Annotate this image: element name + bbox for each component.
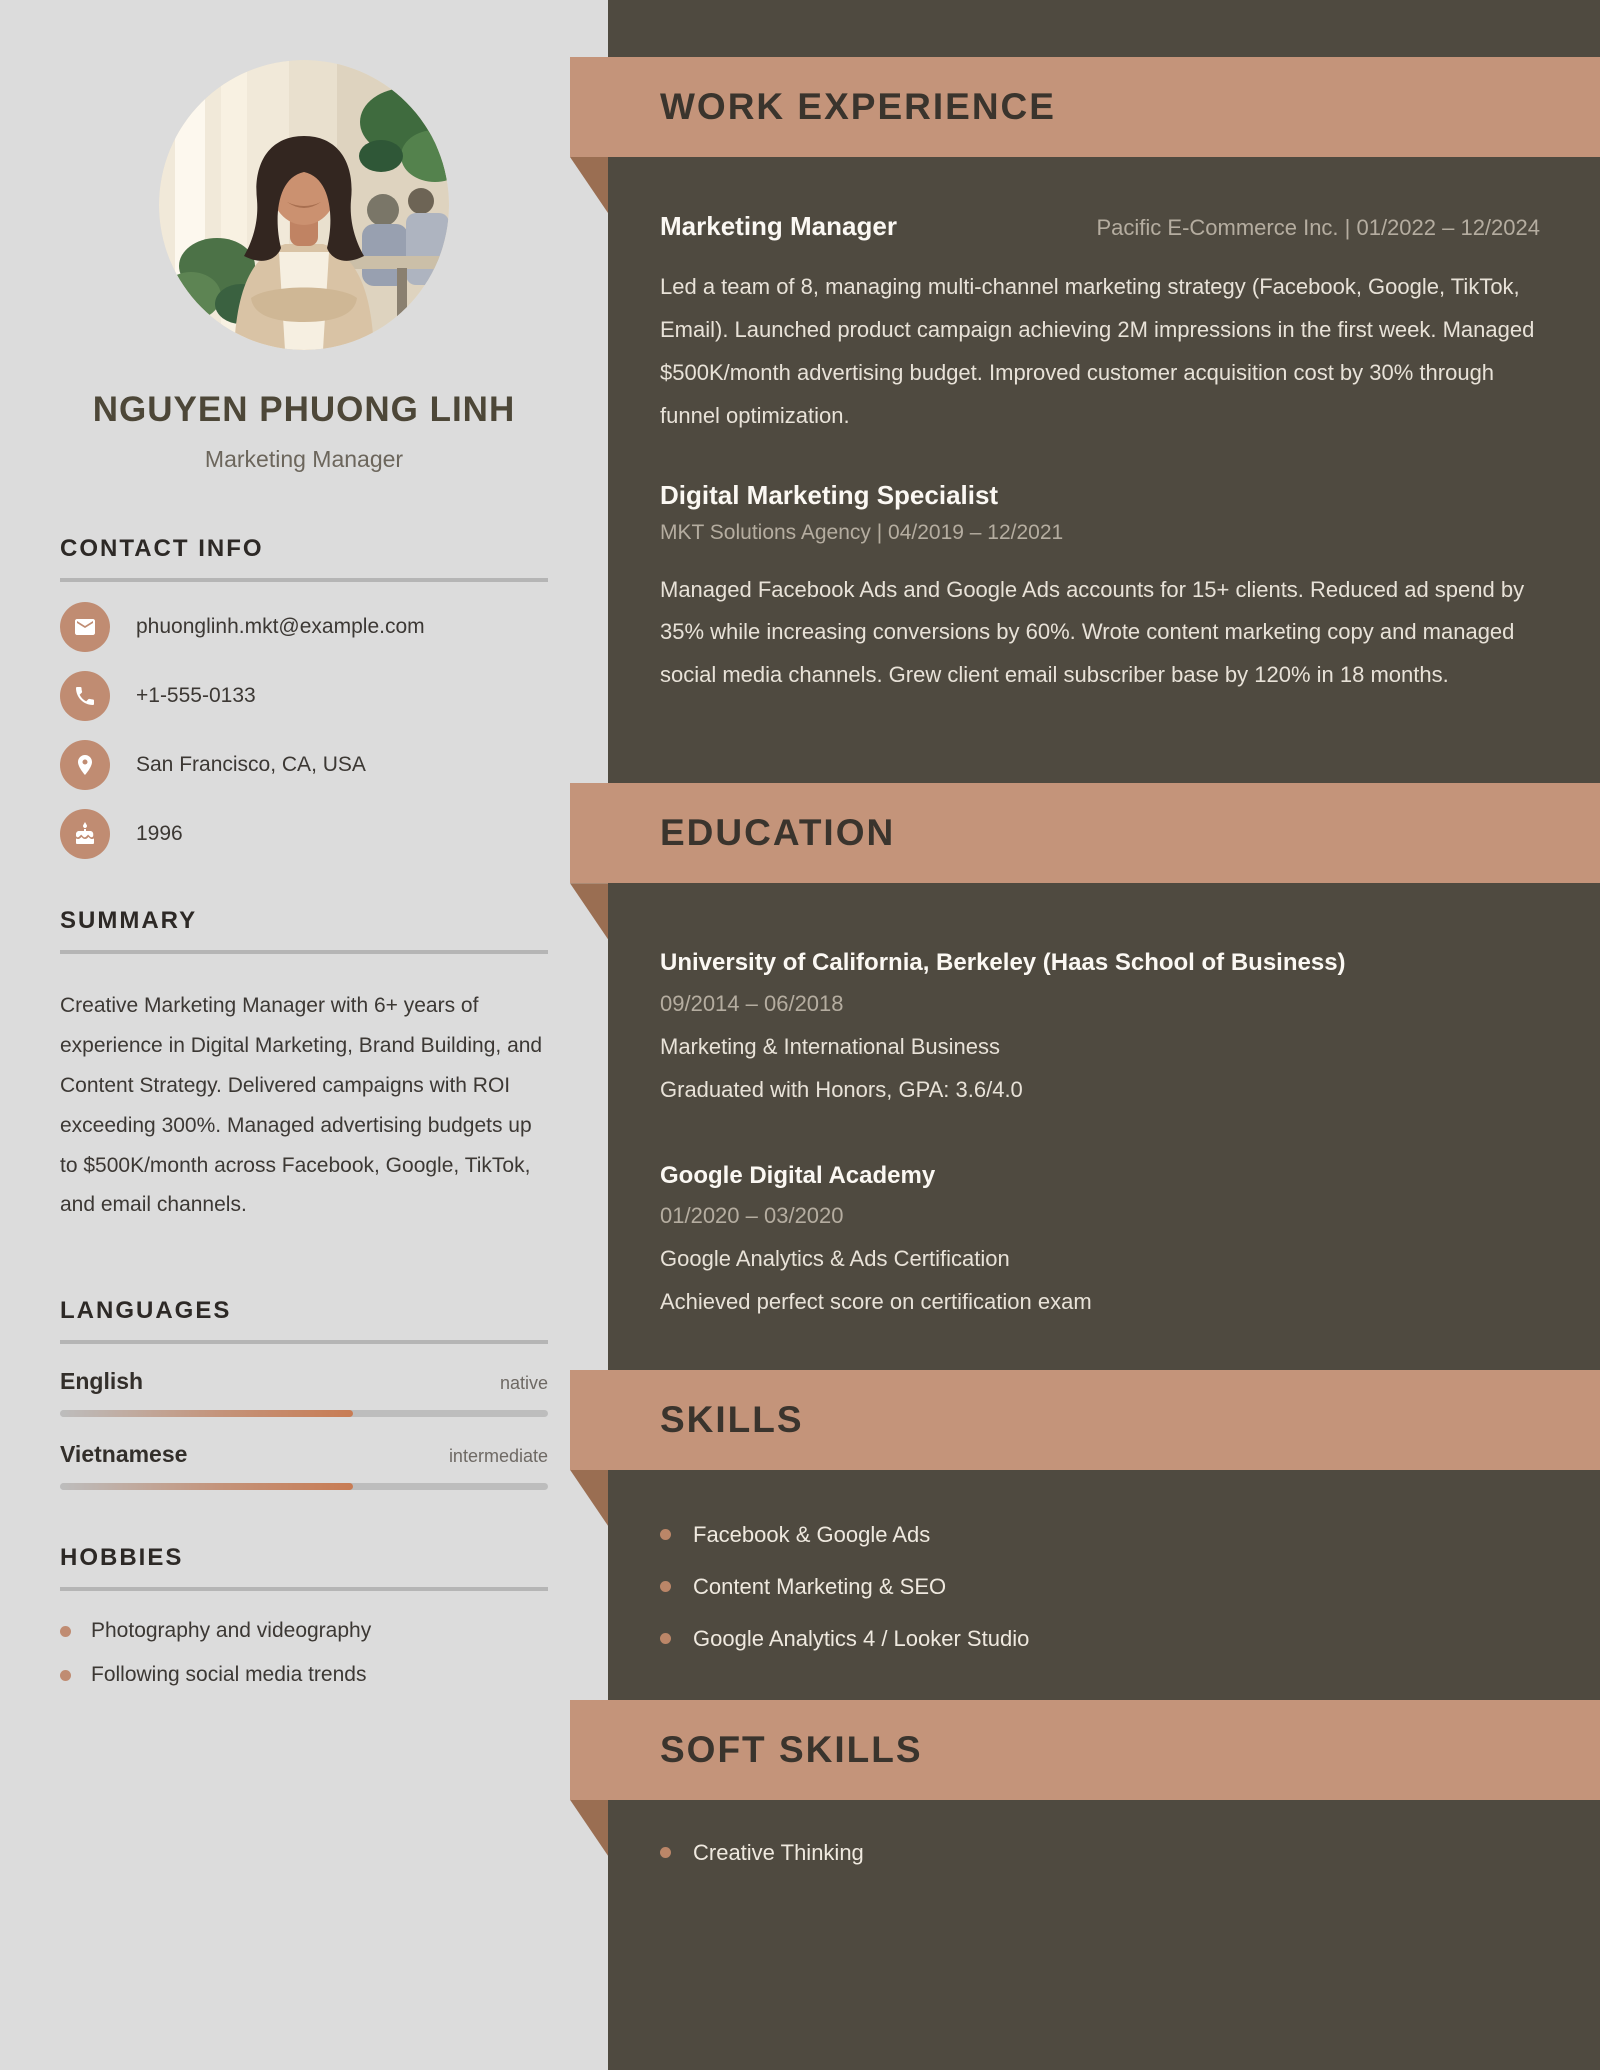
birthday-icon xyxy=(60,809,110,859)
bullet-dot-icon xyxy=(60,1626,71,1637)
skills-ribbon xyxy=(570,1370,1600,1470)
soft-skill-list xyxy=(660,1840,1540,1866)
language-progress-track xyxy=(60,1483,548,1490)
list-item xyxy=(60,1663,548,1687)
language-item xyxy=(60,1368,548,1417)
language-level: intermediate xyxy=(448,1446,548,1467)
left-sidebar xyxy=(0,0,608,2070)
school-name: Google Digital Academy xyxy=(660,1161,936,1189)
language-item xyxy=(60,1441,548,1490)
contact-row-phone xyxy=(60,671,548,721)
divider xyxy=(60,1587,548,1591)
profile-photo-illustration xyxy=(159,60,449,350)
hobbies-heading: HOBBIES xyxy=(60,1544,184,1572)
work-experience-ribbon xyxy=(570,57,1600,157)
education-heading: EDUCATION xyxy=(660,812,896,854)
school-major: Google Analytics & Ads Certification xyxy=(660,1245,1010,1271)
language-level: native xyxy=(499,1373,548,1394)
hobby-list xyxy=(60,1619,548,1687)
list-item xyxy=(660,1840,1540,1866)
education-entry xyxy=(660,943,1540,1111)
language-progress-fill xyxy=(60,1483,353,1490)
languages-heading: LANGUAGES xyxy=(60,1297,232,1325)
bullet-dot-icon xyxy=(660,1633,671,1644)
contact-list xyxy=(60,602,548,859)
school-period: 09/2014 – 06/2018 xyxy=(660,990,844,1016)
job-title: Digital Marketing Specialist xyxy=(660,479,999,510)
list-item xyxy=(660,1626,1540,1652)
bullet-dot-icon xyxy=(660,1529,671,1540)
job-entry xyxy=(660,480,1540,698)
person-name: NGUYEN PHUONG LINH xyxy=(92,390,516,429)
language-progress-track xyxy=(60,1410,548,1417)
school-period: 01/2020 – 03/2020 xyxy=(660,1203,844,1229)
soft-skill-text: Creative Thinking xyxy=(693,1839,864,1865)
school-note: Graduated with Honors, GPA: 3.6/4.0 xyxy=(660,1076,1023,1102)
language-name: English xyxy=(60,1368,144,1395)
job-company-dates: Pacific E-Commerce Inc. | 01/2022 – 12/2024 xyxy=(1096,215,1540,240)
location-icon xyxy=(60,740,110,790)
job-description: Led a team of 8, managing multi-channel marketing strategy (Facebook, Google, TikTok, Email). Launched product campaign achieving 2M impressions in the first week. Managed $500K/month advertising budget. Improved customer acquisition cost by 30% through funnel optimization. xyxy=(660,274,1535,428)
skill-list xyxy=(660,1522,1540,1652)
contact-email-value: phuonglinh.mkt@example.com xyxy=(136,615,425,638)
phone-icon xyxy=(60,671,110,721)
contact-birthyear-value: 1996 xyxy=(136,822,183,845)
bullet-dot-icon xyxy=(660,1581,671,1592)
contact-row-birthyear xyxy=(60,809,548,859)
list-item xyxy=(60,1619,548,1643)
work-experience-body xyxy=(608,211,1600,697)
languages-section xyxy=(60,1297,548,1490)
list-item xyxy=(660,1522,1540,1548)
job-description: Managed Facebook Ads and Google Ads accounts for 15+ clients. Reduced ad spend by 35% while increasing conversions by 60%. Wrote content marketing copy and managed social media channels. Grew client email subscriber base by 120% in 18 months. xyxy=(660,576,1525,688)
divider xyxy=(60,950,548,954)
divider xyxy=(60,1340,548,1344)
language-progress-fill xyxy=(60,1410,353,1417)
soft-skills-ribbon xyxy=(570,1700,1600,1800)
job-company-dates: MKT Solutions Agency | 04/2019 – 12/2021 xyxy=(660,520,1064,544)
summary-text: Creative Marketing Manager with 6+ years of experience in Digital Marketing, Brand Building, and Content Strategy. Delivered campaigns with ROI exceeding 300%. Managed advertising budgets up to $500K/month across Facebook, Google, TikTok, and email channels. xyxy=(60,994,543,1217)
school-major: Marketing & International Business xyxy=(660,1033,1000,1059)
hobby-text: Following social media trends xyxy=(91,1663,367,1687)
soft-skills-heading: SOFT SKILLS xyxy=(660,1728,923,1770)
contact-row-email xyxy=(60,602,548,652)
list-item xyxy=(660,1574,1540,1600)
bullet-dot-icon xyxy=(60,1670,71,1681)
skills-heading: SKILLS xyxy=(660,1398,804,1440)
language-name: Vietnamese xyxy=(60,1441,188,1468)
skill-text: Content Marketing & SEO xyxy=(693,1573,947,1599)
divider xyxy=(60,578,548,582)
work-experience-heading: WORK EXPERIENCE xyxy=(660,86,1056,127)
contact-phone-value: +1-555-0133 xyxy=(136,684,256,707)
contact-info-section xyxy=(60,535,548,859)
contact-row-location xyxy=(60,740,548,790)
soft-skills-body xyxy=(608,1840,1600,1866)
contact-location-value: San Francisco, CA, USA xyxy=(136,753,366,776)
summary-heading: SUMMARY xyxy=(60,907,198,934)
main-content xyxy=(608,0,1600,2070)
school-note: Achieved perfect score on certification exam xyxy=(660,1288,1092,1314)
education-entry xyxy=(660,1156,1540,1324)
skill-text: Facebook & Google Ads xyxy=(693,1521,931,1547)
job-title: Marketing Manager xyxy=(660,211,897,241)
skill-text: Google Analytics 4 / Looker Studio xyxy=(693,1625,1030,1651)
skills-body xyxy=(608,1522,1600,1652)
education-ribbon xyxy=(570,783,1600,883)
school-name: University of California, Berkeley (Haas School of Business) xyxy=(660,949,1346,977)
email-icon xyxy=(60,602,110,652)
hobbies-section xyxy=(60,1544,548,1687)
hobby-text: Photography and videography xyxy=(91,1619,372,1643)
summary-section xyxy=(60,907,548,1225)
job-entry xyxy=(660,211,1540,438)
bullet-dot-icon xyxy=(660,1847,671,1858)
profile-photo xyxy=(159,60,449,350)
person-job-title: Marketing Manager xyxy=(204,446,404,472)
contact-info-heading: CONTACT INFO xyxy=(60,535,264,562)
education-body xyxy=(608,943,1600,1324)
